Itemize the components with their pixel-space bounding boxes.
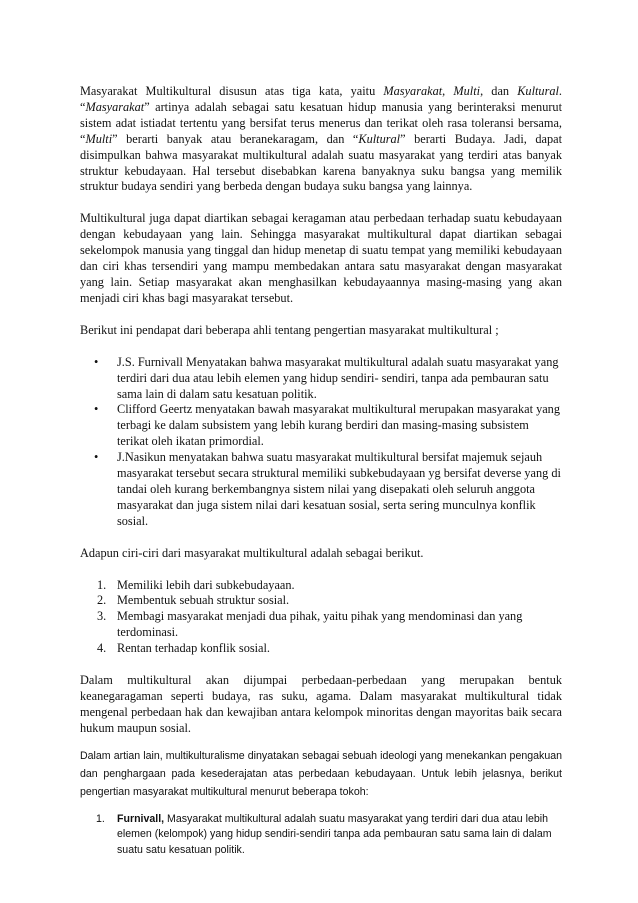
list-item-text: Membagi masyarakat menjadi dua pihak, yaitu pihak yang mendominasi dan yang terdominasi. [117, 609, 523, 640]
paragraph-ciri-intro: Adapun ciri-ciri dari masyarakat multikultural adalah sebagai berikut. [80, 545, 424, 560]
list-number: 1. [97, 577, 107, 592]
text-run: ” berarti banyak atau beranekaragam, dan “ [112, 131, 359, 146]
ciri-numbered-list [80, 578, 562, 658]
list-number: 3. [97, 609, 107, 624]
list-item-text: Rentan terhadap konflik sosial. [117, 641, 270, 656]
bullet-icon: • [94, 354, 99, 369]
list-item-text: Clifford Geertz menyatakan bawah masyarakat multikultural merupakan masyarakat yang terbagi ke dalam subsistem yang lebih kurang berdiri dan masing-masing subsistem terikat oleh ikatan primordial. [117, 402, 560, 449]
list-item-text: Membentuk sebuah struktur sosial. [117, 593, 290, 608]
text-run: Masyarakat Multikultural disusun atas tiga kata, yaitu [80, 84, 384, 98]
paragraph-artian-lain: Dalam artian lain, multikulturalisme dinyatakan sebagai sebuah ideologi yang menekankan pengakuan dan penghargaan pada kesederajatan atas perbedaan kebudayaan. Untuk lebih jelasnya, berikut pengertian masyarakat multikultural menurut beberapa tokoh: [80, 749, 562, 799]
experts-bullet-list [80, 355, 562, 530]
text-run: , [442, 84, 454, 98]
list-item [96, 812, 562, 859]
text-run: . “ [80, 84, 562, 114]
list-number: 1. [96, 812, 105, 825]
list-item-text: Masyarakat multikultural adalah suatu masyarakat yang terdiri dari dua atau lebih elemen (kelompok) yang hidup sendiri-sendiri tanpa ada pembauran satu sama lain di dalam suatu satu kesatuan politik. [117, 812, 552, 856]
list-item-text: J.S. Furnivall Menyatakan bahwa masyarakat multikultural adalah suatu masyarakat yang terdiri dari dua atau lebih elemen yang hidup sendiri- sendiri, tanpa ada pembauran satu sama lain di dalam satu kesatuan politik. [117, 354, 559, 401]
list-item [80, 609, 562, 641]
bullet-icon: • [94, 450, 99, 465]
list-item [80, 641, 562, 657]
bullet-icon: • [94, 402, 99, 417]
italic-term: Kultural [517, 84, 559, 98]
list-item-text: J.Nasikun menyatakan bahwa suatu masyarakat multikultural bersifat majemuk sejauh masyarakat tersebut secara struktural memiliki subkebudayaan yg bersifat deverse yang di tandai oleh kurang berkembangnya sistem nilai yang disepakati oleh seluruh anggota masyarakat dan juga sistem nilai dari kesatuan sosial, serta sering munculnya konflik sosial. [117, 450, 561, 528]
text-run: ” berarti Budaya. Jadi, dapat disimpulkan bahwa masyarakat multikultural adalah suatu masyarakat yang terdiri atas banyak struktur kebudayaan. Hal tersebut disebabkan karena banyaknya suku bangsa yang memilik struktur budaya sendiri yang berbeda dengan budaya suku bangsa yang lainnya. [80, 131, 562, 194]
list-number: 4. [97, 641, 107, 656]
list-item-text: Memiliki lebih dari subkebudayaan. [117, 577, 295, 592]
list-item [80, 402, 562, 450]
tokoh-numbered-list [80, 812, 562, 859]
italic-term: Masyarakat [85, 99, 145, 114]
list-item [80, 593, 562, 609]
italic-term: Multi [453, 84, 481, 98]
tokoh-name: Furnivall, [117, 812, 165, 825]
italic-term: Masyarakat [383, 84, 443, 98]
paragraph-perbedaan: Dalam multikultural akan dijumpai perbedaan-perbedaan yang merupakan bentuk keanegaragaman seperti budaya, ras suku, agama. Dalam masyarakat multikultural tidak mengenal perbedaan hak dan kewajiban antara kelompok minoritas dengan mayoritas baik secara hukum maupun sosial. [80, 673, 562, 735]
paragraph-intro-experts: Berikut ini pendapat dari beberapa ahli tentang pengertian masyarakat multikultural ; [80, 322, 499, 337]
text-run: , dan [480, 84, 518, 98]
paragraph-definition [80, 84, 562, 195]
list-item [80, 578, 562, 594]
paragraph-multikultural: Multikultural juga dapat diartikan sebagai keragaman atau perbedaan terhadap suatu kebudayaan dengan kebudayaan yang lain. Sehingga masyarakat multikultural dapat diartikan sebagai sekelompok manusia yang tinggal dan hidup menetap di suatu tempat yang memiliki kebudayaan dan ciri khas tersendiri yang mampu membedakan antara satu masyarakat dengan masyarakat yang lain. Setiap masyarakat akan menghasilkan kebudayaannya masing-masing yang akan menjadi ciri khas bagi masyarakat tersebut. [80, 211, 562, 305]
list-number: 2. [97, 593, 107, 608]
list-item [80, 355, 562, 403]
list-item [80, 450, 562, 530]
italic-term: Kultural [358, 131, 401, 146]
text-run: ” artinya adalah sebagai satu kesatuan hidup manusia yang berinteraksi menurut sistem adat istiadat tertentu yang bersifat terus menerus dan terikat oleh rasa toleransi bersama, “ [80, 99, 562, 146]
document-page [80, 84, 562, 858]
italic-term: Multi [85, 131, 113, 146]
